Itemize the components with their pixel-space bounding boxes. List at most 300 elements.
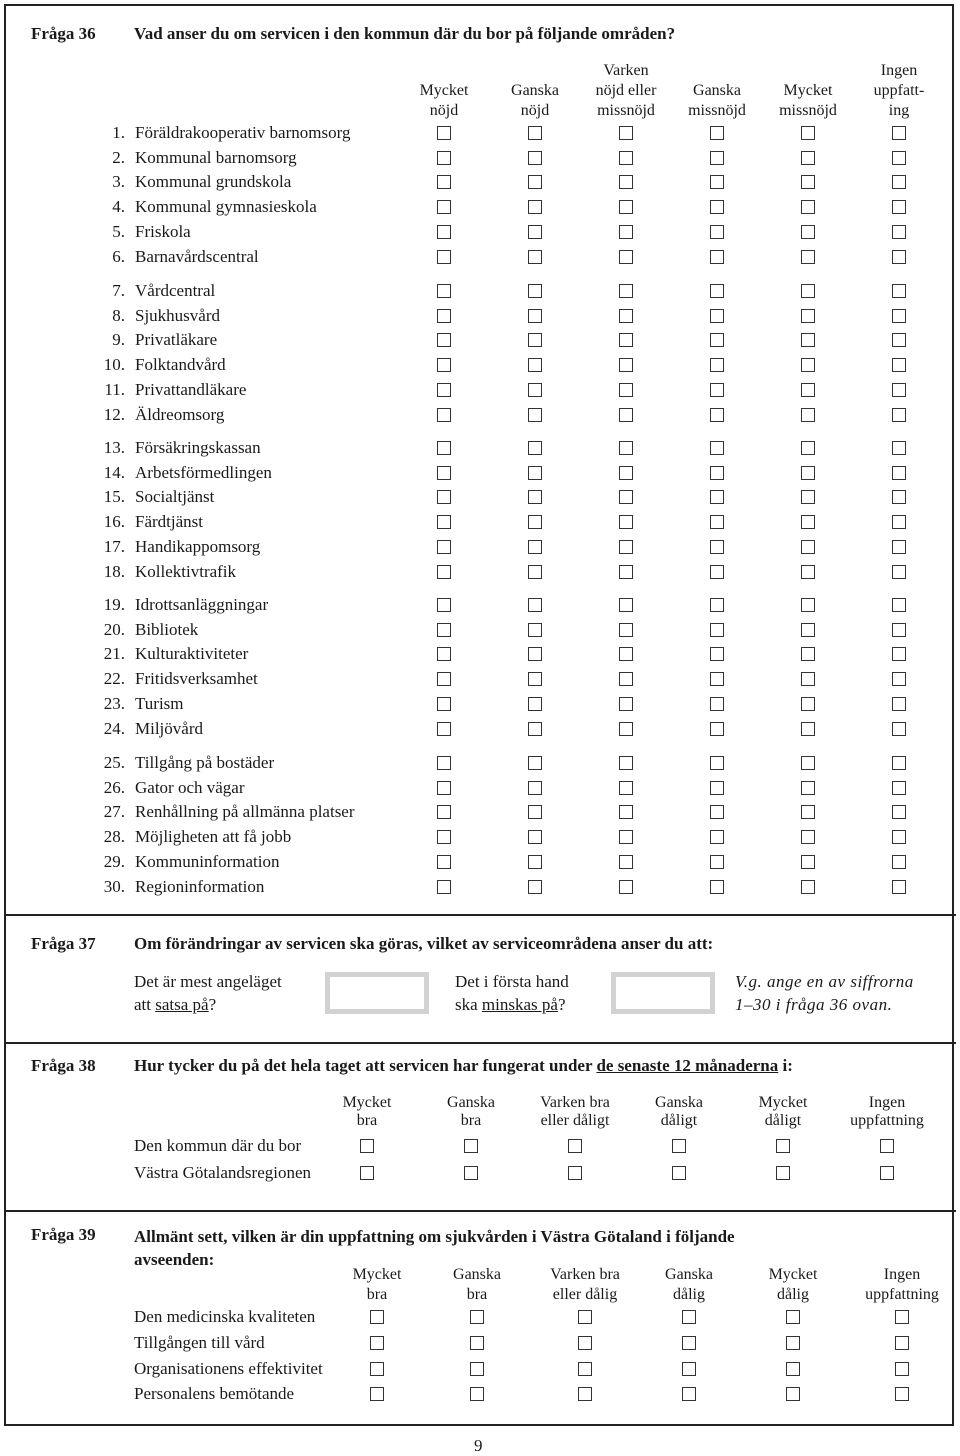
q36-answer-checkbox[interactable] bbox=[801, 225, 815, 239]
q38-answer-checkbox[interactable] bbox=[672, 1166, 686, 1180]
q36-answer-checkbox[interactable] bbox=[710, 855, 724, 869]
q36-answer-checkbox[interactable] bbox=[801, 441, 815, 455]
q36-answer-checkbox[interactable] bbox=[892, 225, 906, 239]
q39-answer-checkbox[interactable] bbox=[370, 1362, 384, 1376]
q39-answer-checkbox[interactable] bbox=[682, 1362, 696, 1376]
q36-answer-checkbox[interactable] bbox=[619, 565, 633, 579]
q36-answer-checkbox[interactable] bbox=[892, 781, 906, 795]
q36-answer-checkbox[interactable] bbox=[437, 672, 451, 686]
q36-item-row bbox=[100, 669, 258, 689]
q36-answer-checkbox[interactable] bbox=[619, 490, 633, 504]
q36-answer-checkbox[interactable] bbox=[437, 697, 451, 711]
q36-answer-checkbox[interactable] bbox=[710, 408, 724, 422]
q36-answer-checkbox[interactable] bbox=[801, 565, 815, 579]
q36-answer-checkbox[interactable] bbox=[892, 805, 906, 819]
q36-answer-checkbox[interactable] bbox=[710, 358, 724, 372]
q36-answer-checkbox[interactable] bbox=[437, 175, 451, 189]
q36-answer-checkbox[interactable] bbox=[528, 466, 542, 480]
q37-title: Om förändringar av servicen ska göras, vilket av serviceområdena anser du att: bbox=[134, 934, 714, 953]
q39-answer-checkbox[interactable] bbox=[786, 1310, 800, 1324]
q36-answer-checkbox[interactable] bbox=[437, 598, 451, 612]
q36-answer-checkbox[interactable] bbox=[528, 781, 542, 795]
q36-item-label: Föräldrakooperativ barnomsorg bbox=[135, 123, 351, 142]
q36-answer-checkbox[interactable] bbox=[710, 126, 724, 140]
q36-item-number: 20. bbox=[103, 619, 125, 639]
q36-answer-checkbox[interactable] bbox=[710, 756, 724, 770]
q36-answer-checkbox[interactable] bbox=[528, 151, 542, 165]
q39-answer-checkbox[interactable] bbox=[578, 1387, 592, 1401]
q36-answer-checkbox[interactable] bbox=[801, 309, 815, 323]
q37-increase-number-box[interactable] bbox=[325, 972, 429, 1014]
q36-answer-checkbox[interactable] bbox=[619, 225, 633, 239]
q36-item-number: 13. bbox=[103, 438, 125, 457]
q36-answer-checkbox[interactable] bbox=[801, 358, 815, 372]
q36-answer-checkbox[interactable] bbox=[437, 647, 451, 661]
q36-answer-checkbox[interactable] bbox=[892, 880, 906, 894]
q38-cols-col-4 bbox=[655, 1094, 703, 1130]
q36-item-number: 8. bbox=[112, 305, 125, 325]
q36-answer-checkbox[interactable] bbox=[437, 623, 451, 637]
q36-answer-checkbox[interactable] bbox=[528, 358, 542, 372]
q36-item-label: Kommunal gymnasieskola bbox=[135, 197, 317, 217]
q36-answer-checkbox[interactable] bbox=[437, 309, 451, 323]
q39-answer-checkbox[interactable] bbox=[578, 1310, 592, 1324]
q39-answer-checkbox[interactable] bbox=[370, 1336, 384, 1350]
q36-answer-checkbox[interactable] bbox=[801, 697, 815, 711]
q36-item-row bbox=[100, 172, 291, 192]
q39-answer-checkbox[interactable] bbox=[786, 1362, 800, 1376]
q36-answer-checkbox[interactable] bbox=[528, 672, 542, 686]
q36-answer-checkbox[interactable] bbox=[437, 441, 451, 455]
q38-answer-checkbox[interactable] bbox=[776, 1166, 790, 1180]
q36-answer-checkbox[interactable] bbox=[437, 466, 451, 480]
q36-answer-checkbox[interactable] bbox=[528, 623, 542, 637]
q36-answer-checkbox[interactable] bbox=[619, 515, 633, 529]
q36-answer-checkbox[interactable] bbox=[619, 126, 633, 140]
q38-cols-col-6-line: uppfattning bbox=[850, 1112, 924, 1129]
q36-answer-checkbox[interactable] bbox=[528, 598, 542, 612]
q36-answer-checkbox[interactable] bbox=[619, 756, 633, 770]
q36-item-label: Privattandläkare bbox=[135, 379, 247, 399]
q36-answer-checkbox[interactable] bbox=[710, 880, 724, 894]
q36-answer-checkbox[interactable] bbox=[619, 598, 633, 612]
q39-answer-checkbox[interactable] bbox=[370, 1310, 384, 1324]
q36-item-label: Färdtjänst bbox=[135, 512, 203, 532]
q36-answer-checkbox[interactable] bbox=[619, 250, 633, 264]
q36-item-label: Kulturaktiviteter bbox=[135, 644, 249, 664]
q36-cols-col-6 bbox=[874, 61, 925, 121]
q38-answer-checkbox[interactable] bbox=[880, 1139, 894, 1153]
q36-answer-checkbox[interactable] bbox=[801, 151, 815, 165]
q38-cols-col-1-line: bra bbox=[356, 1112, 378, 1129]
q36-answer-checkbox[interactable] bbox=[528, 805, 542, 819]
q36-answer-checkbox[interactable] bbox=[892, 672, 906, 686]
q39-answer-checkbox[interactable] bbox=[682, 1310, 696, 1324]
q39-answer-checkbox[interactable] bbox=[786, 1336, 800, 1350]
q36-answer-checkbox[interactable] bbox=[801, 805, 815, 819]
q36-answer-checkbox[interactable] bbox=[710, 697, 724, 711]
q36-answer-checkbox[interactable] bbox=[710, 466, 724, 480]
q36-answer-checkbox[interactable] bbox=[710, 250, 724, 264]
q36-answer-checkbox[interactable] bbox=[437, 515, 451, 529]
q36-answer-checkbox[interactable] bbox=[619, 647, 633, 661]
q36-answer-checkbox[interactable] bbox=[710, 781, 724, 795]
q39-cols-col-4 bbox=[665, 1265, 713, 1305]
q36-answer-checkbox[interactable] bbox=[801, 623, 815, 637]
q36-answer-checkbox[interactable] bbox=[528, 309, 542, 323]
q36-answer-checkbox[interactable] bbox=[710, 672, 724, 686]
q36-answer-checkbox[interactable] bbox=[437, 225, 451, 239]
q39-answer-checkbox[interactable] bbox=[895, 1362, 909, 1376]
q39-answer-checkbox[interactable] bbox=[470, 1310, 484, 1324]
q37-instruction-note bbox=[735, 970, 914, 1016]
q36-answer-checkbox[interactable] bbox=[892, 855, 906, 869]
q39-answer-checkbox[interactable] bbox=[470, 1387, 484, 1401]
q38-answer-checkbox[interactable] bbox=[464, 1139, 478, 1153]
q36-answer-checkbox[interactable] bbox=[619, 408, 633, 422]
section-divider bbox=[4, 1210, 956, 1212]
q36-answer-checkbox[interactable] bbox=[801, 672, 815, 686]
q36-answer-checkbox[interactable] bbox=[528, 722, 542, 736]
q36-answer-checkbox[interactable] bbox=[892, 126, 906, 140]
q38-answer-checkbox[interactable] bbox=[360, 1166, 374, 1180]
q37-decrease-number-box[interactable] bbox=[611, 972, 715, 1014]
q36-answer-checkbox[interactable] bbox=[619, 781, 633, 795]
q36-item-number: 5. bbox=[112, 221, 125, 241]
q36-answer-checkbox[interactable] bbox=[528, 408, 542, 422]
q36-answer-checkbox[interactable] bbox=[892, 722, 906, 736]
q36-answer-checkbox[interactable] bbox=[892, 466, 906, 480]
q37-prompt-increase-line1: Det är mest angeläget bbox=[134, 972, 282, 991]
q36-item-label: Turism bbox=[135, 693, 184, 713]
q36-answer-checkbox[interactable] bbox=[619, 855, 633, 869]
q36-answer-checkbox[interactable] bbox=[710, 647, 724, 661]
q36-answer-checkbox[interactable] bbox=[710, 441, 724, 455]
q36-answer-checkbox[interactable] bbox=[619, 284, 633, 298]
q36-answer-checkbox[interactable] bbox=[801, 540, 815, 554]
q36-answer-checkbox[interactable] bbox=[801, 126, 815, 140]
q36-answer-checkbox[interactable] bbox=[528, 126, 542, 140]
q36-cols-col-2-line: nöjd bbox=[520, 102, 550, 119]
q36-answer-checkbox[interactable] bbox=[801, 408, 815, 422]
q36-answer-checkbox[interactable] bbox=[710, 623, 724, 637]
q36-item-row bbox=[100, 537, 260, 557]
q36-answer-checkbox[interactable] bbox=[892, 830, 906, 844]
q36-item-number: 18. bbox=[103, 561, 125, 581]
q36-answer-checkbox[interactable] bbox=[619, 697, 633, 711]
q36-item-row bbox=[100, 562, 236, 582]
q37-prompt-increase bbox=[134, 970, 282, 1016]
q36-answer-checkbox[interactable] bbox=[710, 598, 724, 612]
q36-answer-checkbox[interactable] bbox=[528, 515, 542, 529]
q36-answer-checkbox[interactable] bbox=[619, 358, 633, 372]
q36-answer-checkbox[interactable] bbox=[892, 697, 906, 711]
q36-item-label: Försäkringskassan bbox=[135, 438, 261, 457]
q36-answer-checkbox[interactable] bbox=[801, 880, 815, 894]
q39-answer-checkbox[interactable] bbox=[578, 1336, 592, 1350]
q38-cols-col-5-line: Mycket bbox=[758, 1094, 808, 1111]
q39-answer-checkbox[interactable] bbox=[470, 1362, 484, 1376]
q36-answer-checkbox[interactable] bbox=[528, 284, 542, 298]
q36-answer-checkbox[interactable] bbox=[437, 126, 451, 140]
q36-answer-checkbox[interactable] bbox=[892, 565, 906, 579]
q39-title-line2: avseenden: bbox=[134, 1250, 215, 1269]
q39-item-label: Personalens bemötande bbox=[134, 1384, 295, 1403]
q36-item-label: Regioninformation bbox=[135, 876, 265, 896]
q36-answer-checkbox[interactable] bbox=[437, 540, 451, 554]
q36-answer-checkbox[interactable] bbox=[528, 756, 542, 770]
q36-answer-checkbox[interactable] bbox=[892, 408, 906, 422]
q36-answer-checkbox[interactable] bbox=[437, 383, 451, 397]
q36-item-number: 15. bbox=[103, 487, 125, 507]
q36-item-label: Miljövård bbox=[135, 718, 203, 738]
q38-answer-checkbox[interactable] bbox=[464, 1166, 478, 1180]
q36-answer-checkbox[interactable] bbox=[437, 722, 451, 736]
q36-answer-checkbox[interactable] bbox=[892, 756, 906, 770]
q36-answer-checkbox[interactable] bbox=[892, 151, 906, 165]
q38-answer-checkbox[interactable] bbox=[568, 1139, 582, 1153]
q36-answer-checkbox[interactable] bbox=[801, 250, 815, 264]
q36-answer-checkbox[interactable] bbox=[437, 565, 451, 579]
q36-answer-checkbox[interactable] bbox=[710, 175, 724, 189]
q36-cols-col-2 bbox=[511, 81, 559, 121]
q36-cols-col-4 bbox=[688, 81, 746, 121]
q36-item-row bbox=[100, 247, 259, 267]
q36-cols-col-2-line: Ganska bbox=[511, 82, 559, 99]
q36-item-row bbox=[100, 802, 355, 822]
q39-title bbox=[134, 1225, 735, 1271]
q36-answer-checkbox[interactable] bbox=[528, 175, 542, 189]
q39-answer-checkbox[interactable] bbox=[578, 1362, 592, 1376]
q36-answer-checkbox[interactable] bbox=[710, 333, 724, 347]
q39-cols-col-6-line: uppfattning bbox=[865, 1286, 939, 1303]
q36-item-row bbox=[100, 148, 297, 168]
q38-item-label: Västra Götalandsregionen bbox=[134, 1163, 312, 1182]
q36-answer-checkbox[interactable] bbox=[892, 515, 906, 529]
q36-answer-checkbox[interactable] bbox=[528, 540, 542, 554]
q36-answer-checkbox[interactable] bbox=[528, 565, 542, 579]
q36-answer-checkbox[interactable] bbox=[892, 383, 906, 397]
q36-answer-checkbox[interactable] bbox=[710, 200, 724, 214]
q36-item-number: 10. bbox=[103, 355, 125, 375]
q36-answer-checkbox[interactable] bbox=[437, 781, 451, 795]
q38-answer-checkbox[interactable] bbox=[672, 1139, 686, 1153]
q36-answer-checkbox[interactable] bbox=[437, 490, 451, 504]
q36-item-number: 27. bbox=[103, 802, 125, 822]
q36-answer-checkbox[interactable] bbox=[437, 200, 451, 214]
q36-answer-checkbox[interactable] bbox=[528, 490, 542, 504]
q39-answer-checkbox[interactable] bbox=[786, 1387, 800, 1401]
q36-answer-checkbox[interactable] bbox=[892, 598, 906, 612]
q39-cols-col-3-line: eller dålig bbox=[552, 1286, 618, 1303]
q36-answer-checkbox[interactable] bbox=[528, 855, 542, 869]
q36-answer-checkbox[interactable] bbox=[619, 466, 633, 480]
q36-cols-col-6-line: uppfatt- bbox=[873, 82, 925, 99]
q36-answer-checkbox[interactable] bbox=[710, 515, 724, 529]
q36-item-label: Arbetsförmedlingen bbox=[135, 462, 272, 482]
q36-answer-checkbox[interactable] bbox=[710, 309, 724, 323]
q36-answer-checkbox[interactable] bbox=[619, 175, 633, 189]
q39-answer-checkbox[interactable] bbox=[895, 1310, 909, 1324]
q36-answer-checkbox[interactable] bbox=[619, 200, 633, 214]
q36-answer-checkbox[interactable] bbox=[619, 441, 633, 455]
q36-answer-checkbox[interactable] bbox=[801, 756, 815, 770]
q36-item-number: 4. bbox=[112, 197, 125, 217]
q39-cols-col-5-line: dålig bbox=[777, 1286, 809, 1303]
q38-item-label: Den kommun där du bor bbox=[134, 1136, 302, 1155]
q36-answer-checkbox[interactable] bbox=[528, 250, 542, 264]
q38-label: Fråga 38 bbox=[31, 1056, 96, 1075]
q36-answer-checkbox[interactable] bbox=[710, 805, 724, 819]
q36-answer-checkbox[interactable] bbox=[437, 408, 451, 422]
q36-answer-checkbox[interactable] bbox=[437, 830, 451, 844]
q36-answer-checkbox[interactable] bbox=[801, 466, 815, 480]
q36-answer-checkbox[interactable] bbox=[619, 830, 633, 844]
q36-answer-checkbox[interactable] bbox=[710, 225, 724, 239]
q36-cols-col-6-line: ing bbox=[888, 102, 910, 119]
q39-answer-checkbox[interactable] bbox=[895, 1336, 909, 1350]
q38-cols-col-5-line: dåligt bbox=[764, 1112, 802, 1129]
q36-answer-checkbox[interactable] bbox=[710, 722, 724, 736]
q36-cols-col-5-line: Mycket bbox=[783, 82, 833, 99]
q36-answer-checkbox[interactable] bbox=[619, 540, 633, 554]
q36-answer-checkbox[interactable] bbox=[437, 250, 451, 264]
q36-answer-checkbox[interactable] bbox=[710, 383, 724, 397]
q38-cols-col-2-line: Ganska bbox=[447, 1094, 495, 1111]
q36-answer-checkbox[interactable] bbox=[437, 756, 451, 770]
q36-answer-checkbox[interactable] bbox=[801, 781, 815, 795]
q36-answer-checkbox[interactable] bbox=[619, 383, 633, 397]
q36-answer-checkbox[interactable] bbox=[528, 383, 542, 397]
q36-answer-checkbox[interactable] bbox=[892, 200, 906, 214]
q36-item-number: 12. bbox=[103, 404, 125, 424]
q38-answer-checkbox[interactable] bbox=[880, 1166, 894, 1180]
q36-answer-checkbox[interactable] bbox=[619, 672, 633, 686]
q36-answer-checkbox[interactable] bbox=[710, 490, 724, 504]
q39-answer-checkbox[interactable] bbox=[470, 1336, 484, 1350]
q36-answer-checkbox[interactable] bbox=[892, 309, 906, 323]
q36-item-label: Kommuninformation bbox=[135, 851, 280, 871]
q36-item-number: 19. bbox=[103, 595, 125, 614]
q36-answer-checkbox[interactable] bbox=[892, 441, 906, 455]
q36-item-row bbox=[100, 330, 217, 350]
q36-answer-checkbox[interactable] bbox=[710, 565, 724, 579]
q36-answer-checkbox[interactable] bbox=[892, 358, 906, 372]
q36-answer-checkbox[interactable] bbox=[892, 623, 906, 637]
q36-answer-checkbox[interactable] bbox=[619, 309, 633, 323]
q36-answer-checkbox[interactable] bbox=[892, 250, 906, 264]
q36-answer-checkbox[interactable] bbox=[801, 598, 815, 612]
q39-answer-checkbox[interactable] bbox=[682, 1387, 696, 1401]
q36-answer-checkbox[interactable] bbox=[528, 697, 542, 711]
q36-answer-checkbox[interactable] bbox=[801, 284, 815, 298]
q36-answer-checkbox[interactable] bbox=[801, 722, 815, 736]
q39-item-label: Tillgången till vård bbox=[134, 1333, 265, 1352]
q36-answer-checkbox[interactable] bbox=[619, 333, 633, 347]
q36-item-row bbox=[100, 620, 198, 640]
q36-answer-checkbox[interactable] bbox=[892, 175, 906, 189]
q36-answer-checkbox[interactable] bbox=[528, 830, 542, 844]
q36-answer-checkbox[interactable] bbox=[619, 722, 633, 736]
q36-answer-checkbox[interactable] bbox=[801, 175, 815, 189]
q36-item-row bbox=[100, 778, 245, 798]
q37-note-line1: V.g. ange en av siffrorna bbox=[735, 972, 914, 991]
q36-item-number: 26. bbox=[103, 777, 125, 797]
q36-answer-checkbox[interactable] bbox=[801, 830, 815, 844]
section-divider bbox=[4, 914, 956, 916]
q36-cols-col-1-line: Mycket bbox=[419, 82, 469, 99]
q36-answer-checkbox[interactable] bbox=[619, 623, 633, 637]
q39-title-line1: Allmänt sett, vilken är din uppfattning om sjukvården i Västra Götaland i följande bbox=[134, 1227, 735, 1246]
q36-answer-checkbox[interactable] bbox=[801, 333, 815, 347]
q36-answer-checkbox[interactable] bbox=[710, 540, 724, 554]
q36-answer-checkbox[interactable] bbox=[801, 515, 815, 529]
q38-answer-checkbox[interactable] bbox=[360, 1139, 374, 1153]
q36-answer-checkbox[interactable] bbox=[437, 151, 451, 165]
q36-answer-checkbox[interactable] bbox=[528, 647, 542, 661]
q36-item-row bbox=[100, 306, 220, 326]
q36-answer-checkbox[interactable] bbox=[528, 225, 542, 239]
q36-answer-checkbox[interactable] bbox=[619, 880, 633, 894]
q36-answer-checkbox[interactable] bbox=[710, 151, 724, 165]
q36-answer-checkbox[interactable] bbox=[437, 805, 451, 819]
q38-answer-checkbox[interactable] bbox=[776, 1139, 790, 1153]
q36-answer-checkbox[interactable] bbox=[528, 200, 542, 214]
q36-answer-checkbox[interactable] bbox=[892, 333, 906, 347]
q38-cols-col-4-line: Ganska bbox=[655, 1094, 703, 1111]
q36-item-number: 17. bbox=[103, 536, 125, 556]
q36-answer-checkbox[interactable] bbox=[710, 284, 724, 298]
q36-answer-checkbox[interactable] bbox=[710, 830, 724, 844]
q36-answer-checkbox[interactable] bbox=[801, 200, 815, 214]
q36-answer-checkbox[interactable] bbox=[528, 333, 542, 347]
q36-item-number: 9. bbox=[112, 330, 125, 350]
q36-item-label: Socialtjänst bbox=[135, 487, 215, 507]
q36-item-number: 11. bbox=[104, 379, 125, 399]
q38-cols-col-1 bbox=[343, 1094, 392, 1130]
q37-prompt-decrease-line2: ska minskas på? bbox=[455, 995, 566, 1014]
q36-answer-checkbox[interactable] bbox=[437, 284, 451, 298]
q36-answer-checkbox[interactable] bbox=[528, 441, 542, 455]
q36-answer-checkbox[interactable] bbox=[801, 855, 815, 869]
q36-answer-checkbox[interactable] bbox=[892, 540, 906, 554]
q36-answer-checkbox[interactable] bbox=[437, 333, 451, 347]
q36-item-row bbox=[100, 438, 261, 458]
q36-answer-checkbox[interactable] bbox=[437, 855, 451, 869]
q36-answer-checkbox[interactable] bbox=[892, 284, 906, 298]
q36-answer-checkbox[interactable] bbox=[619, 151, 633, 165]
q36-answer-checkbox[interactable] bbox=[801, 383, 815, 397]
q38-answer-checkbox[interactable] bbox=[568, 1166, 582, 1180]
q36-answer-checkbox[interactable] bbox=[619, 805, 633, 819]
q36-answer-checkbox[interactable] bbox=[437, 358, 451, 372]
q36-answer-checkbox[interactable] bbox=[892, 647, 906, 661]
q36-answer-checkbox[interactable] bbox=[801, 647, 815, 661]
q39-cols-col-5-line: Mycket bbox=[768, 1266, 818, 1283]
q39-answer-checkbox[interactable] bbox=[370, 1387, 384, 1401]
q36-answer-checkbox[interactable] bbox=[892, 490, 906, 504]
q36-answer-checkbox[interactable] bbox=[801, 490, 815, 504]
q36-item-row bbox=[100, 852, 279, 872]
q36-answer-checkbox[interactable] bbox=[528, 880, 542, 894]
q36-item-row bbox=[100, 380, 246, 400]
q36-answer-checkbox[interactable] bbox=[437, 880, 451, 894]
q39-answer-checkbox[interactable] bbox=[895, 1387, 909, 1401]
q39-answer-checkbox[interactable] bbox=[682, 1336, 696, 1350]
q39-cols-col-3 bbox=[550, 1265, 620, 1305]
q36-item-label: Friskola bbox=[135, 221, 191, 241]
q39-cols-col-1-line: bra bbox=[366, 1286, 388, 1303]
